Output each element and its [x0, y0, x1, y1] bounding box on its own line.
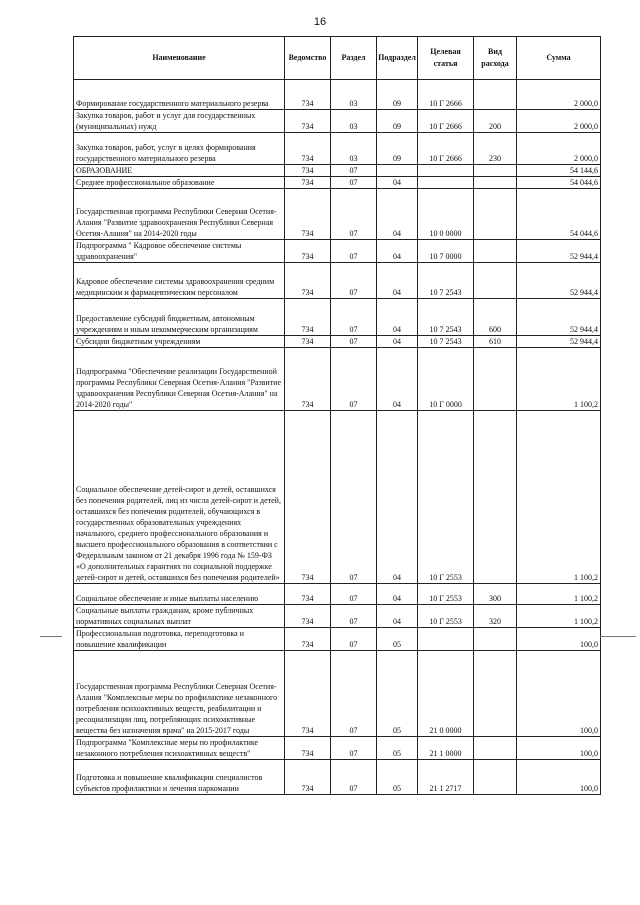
header-name: Наименование — [74, 37, 285, 80]
cell-ministry: 734 — [285, 299, 331, 336]
cell-expense-type — [474, 348, 517, 411]
cell-expense-type: 610 — [474, 336, 517, 348]
header-subsection: Подраздел — [377, 37, 418, 80]
cell-sum: 100,0 — [517, 760, 601, 795]
cell-ministry: 734 — [285, 177, 331, 189]
cell-section: 03 — [331, 80, 377, 110]
cell-target: 10 Г 2666 — [418, 110, 474, 133]
cell-sum: 100,0 — [517, 737, 601, 760]
cell-name: Профессиональная подготовка, переподготовка и повышение квалификации — [74, 628, 285, 651]
cell-expense-type — [474, 165, 517, 177]
cell-ministry: 734 — [285, 605, 331, 628]
cell-name: Социальное обеспечение детей-сирот и детей, оставшихся без попечения родителей, лиц из числа детей-сирот и детей, оставшихся без попечения родителей, обучающихся в государственных образовательных учреждениях начального, среднего профессионального образования и высшего профессионального образования в соответствии с Федеральным законом от 21 декабря 1996 года № 159-ФЗ «О дополнительных гарантиях по социальной поддержке детей-сирот и детей, оставшихся без попечения родителей» — [74, 411, 285, 584]
header-expense-type: Вид расхода — [474, 37, 517, 80]
cell-name: Формирование государственного материального резерва — [74, 80, 285, 110]
cell-section: 07 — [331, 189, 377, 240]
cell-sum: 2 000,0 — [517, 80, 601, 110]
cell-target: 10 7 0000 — [418, 240, 474, 263]
cell-section: 07 — [331, 605, 377, 628]
header-target: Целевая статья — [418, 37, 474, 80]
cell-section: 07 — [331, 651, 377, 737]
cell-subsection: 04 — [377, 411, 418, 584]
cell-sum: 1 100,2 — [517, 605, 601, 628]
cell-target: 10 Г 2553 — [418, 605, 474, 628]
cell-name: Закупка товаров, работ и услуг для государственных (муниципальных) нужд — [74, 110, 285, 133]
cell-ministry: 734 — [285, 411, 331, 584]
cell-subsection: 04 — [377, 605, 418, 628]
cell-subsection — [377, 165, 418, 177]
cell-target: 10 7 2543 — [418, 336, 474, 348]
cell-target: 10 Г 2553 — [418, 584, 474, 605]
cell-sum: 1 100,2 — [517, 348, 601, 411]
cell-name: Подпрограмма "Комплексные меры по профилактике незаконного потребления психоактивных веществ" — [74, 737, 285, 760]
cell-target: 21 1 2717 — [418, 760, 474, 795]
cell-name: Субсидии бюджетным учреждениям — [74, 336, 285, 348]
cell-target — [418, 165, 474, 177]
table-row — [74, 189, 601, 240]
cell-section: 07 — [331, 336, 377, 348]
cell-section: 07 — [331, 299, 377, 336]
table-row — [74, 177, 601, 189]
cell-sum: 52 944,4 — [517, 299, 601, 336]
table-row — [74, 605, 601, 628]
cell-subsection: 05 — [377, 628, 418, 651]
cell-name: Подпрограмма "Обеспечение реализации Государственной программы Республики Северная Осетия-Алания "Развитие здравоохранения Республики Северная Осетия-Алания" на 2014-2020 годы" — [74, 348, 285, 411]
cell-name: Среднее профессиональное образование — [74, 177, 285, 189]
cell-target — [418, 177, 474, 189]
cell-expense-type — [474, 177, 517, 189]
cell-ministry: 734 — [285, 165, 331, 177]
cell-target: 10 7 2543 — [418, 299, 474, 336]
cell-sum: 52 944,4 — [517, 263, 601, 299]
cell-sum: 100,0 — [517, 628, 601, 651]
cell-name: Подпрограмма " Кадровое обеспечение системы здравоохранения" — [74, 240, 285, 263]
cell-subsection: 05 — [377, 760, 418, 795]
cell-section: 07 — [331, 760, 377, 795]
cell-subsection: 05 — [377, 737, 418, 760]
cell-sum: 2 000,0 — [517, 133, 601, 165]
cell-subsection: 04 — [377, 348, 418, 411]
table-row — [74, 165, 601, 177]
cell-ministry: 734 — [285, 651, 331, 737]
cell-section: 03 — [331, 133, 377, 165]
cell-sum: 1 100,2 — [517, 411, 601, 584]
cell-section: 07 — [331, 177, 377, 189]
cell-section: 07 — [331, 411, 377, 584]
scan-mark-right — [600, 636, 636, 637]
cell-ministry: 734 — [285, 189, 331, 240]
cell-expense-type — [474, 737, 517, 760]
cell-section: 07 — [331, 584, 377, 605]
cell-sum: 54 144,6 — [517, 165, 601, 177]
cell-ministry: 734 — [285, 628, 331, 651]
cell-target: 10 Г 2666 — [418, 133, 474, 165]
cell-ministry: 734 — [285, 133, 331, 165]
cell-ministry: 734 — [285, 110, 331, 133]
cell-expense-type — [474, 628, 517, 651]
cell-section: 07 — [331, 240, 377, 263]
cell-section: 07 — [331, 263, 377, 299]
cell-sum: 54 044,6 — [517, 177, 601, 189]
table-row — [74, 299, 601, 336]
cell-target: 10 Г 2666 — [418, 80, 474, 110]
table-row — [74, 737, 601, 760]
cell-section: 07 — [331, 737, 377, 760]
cell-expense-type — [474, 80, 517, 110]
header-section: Раздел — [331, 37, 377, 80]
cell-ministry: 734 — [285, 348, 331, 411]
cell-expense-type — [474, 760, 517, 795]
table-row — [74, 411, 601, 584]
budget-table — [73, 36, 601, 795]
cell-sum: 52 944,4 — [517, 336, 601, 348]
cell-subsection: 09 — [377, 110, 418, 133]
scan-mark-left — [40, 636, 62, 637]
cell-expense-type — [474, 189, 517, 240]
header-sum: Сумма — [517, 37, 601, 80]
cell-expense-type — [474, 411, 517, 584]
cell-subsection: 04 — [377, 584, 418, 605]
cell-name: ОБРАЗОВАНИЕ — [74, 165, 285, 177]
cell-target: 10 Г 2553 — [418, 411, 474, 584]
table-row — [74, 133, 601, 165]
cell-ministry: 734 — [285, 737, 331, 760]
table-row — [74, 628, 601, 651]
cell-expense-type — [474, 240, 517, 263]
table-row — [74, 348, 601, 411]
cell-expense-type: 320 — [474, 605, 517, 628]
cell-name: Социальные выплаты гражданам, кроме публичных нормативных социальных выплат — [74, 605, 285, 628]
cell-expense-type: 600 — [474, 299, 517, 336]
cell-subsection: 09 — [377, 133, 418, 165]
cell-sum: 52 944,4 — [517, 240, 601, 263]
header-ministry: Ведомство — [285, 37, 331, 80]
cell-ministry: 734 — [285, 760, 331, 795]
cell-section: 07 — [331, 165, 377, 177]
cell-name: Государственная программа Республики Северная Осетия-Алания "Комплексные меры по профилактике незаконного потребления психоактивных веществ, реабилитации и ресоциализации лиц, потребляющих психоактивные вещества без назначения врача" на 2015-2017 годы — [74, 651, 285, 737]
cell-ministry: 734 — [285, 263, 331, 299]
cell-subsection: 04 — [377, 189, 418, 240]
cell-expense-type: 230 — [474, 133, 517, 165]
table-row — [74, 584, 601, 605]
cell-expense-type — [474, 263, 517, 299]
table-header-row — [74, 37, 601, 80]
cell-section: 03 — [331, 110, 377, 133]
cell-name: Государственная программа Республики Северная Осетия-Алания "Развитие здравоохранения Республики Северная Осетия-Алания" на 2014-2020 годы — [74, 189, 285, 240]
cell-name: Подготовка и повышение квалификации специалистов субъектов профилактики и лечения наркомании — [74, 760, 285, 795]
cell-target — [418, 628, 474, 651]
cell-subsection: 04 — [377, 177, 418, 189]
table-row — [74, 651, 601, 737]
cell-subsection: 04 — [377, 299, 418, 336]
cell-target: 21 1 0000 — [418, 737, 474, 760]
cell-sum: 2 000,0 — [517, 110, 601, 133]
cell-subsection: 05 — [377, 651, 418, 737]
table-row — [74, 263, 601, 299]
cell-name: Социальное обеспечение и иные выплаты населению — [74, 584, 285, 605]
cell-ministry: 734 — [285, 584, 331, 605]
page-number: 16 — [313, 16, 327, 28]
cell-name: Закупка товаров, работ, услуг в целях формирования государственного материального резерва — [74, 133, 285, 165]
table-row — [74, 760, 601, 795]
cell-target: 10 Г 0000 — [418, 348, 474, 411]
cell-target: 10 0 0000 — [418, 189, 474, 240]
cell-subsection: 04 — [377, 263, 418, 299]
cell-ministry: 734 — [285, 240, 331, 263]
cell-subsection: 04 — [377, 336, 418, 348]
cell-expense-type — [474, 651, 517, 737]
cell-subsection: 09 — [377, 80, 418, 110]
table-row — [74, 80, 601, 110]
cell-subsection: 04 — [377, 240, 418, 263]
cell-ministry: 734 — [285, 80, 331, 110]
cell-name: Предоставление субсидий бюджетным, автономным учреждениям и иным некоммерческим организациям — [74, 299, 285, 336]
cell-expense-type: 200 — [474, 110, 517, 133]
table-row — [74, 240, 601, 263]
table-row — [74, 110, 601, 133]
table-row — [74, 336, 601, 348]
cell-target: 21 0 0000 — [418, 651, 474, 737]
cell-ministry: 734 — [285, 336, 331, 348]
cell-target: 10 7 2543 — [418, 263, 474, 299]
cell-section: 07 — [331, 348, 377, 411]
cell-section: 07 — [331, 628, 377, 651]
cell-name: Кадровое обеспечение системы здравоохранения средним медицинским и фармацевтическим персоналом — [74, 263, 285, 299]
cell-sum: 1 100,2 — [517, 584, 601, 605]
cell-expense-type: 300 — [474, 584, 517, 605]
cell-sum: 54 044,6 — [517, 189, 601, 240]
cell-sum: 100,0 — [517, 651, 601, 737]
